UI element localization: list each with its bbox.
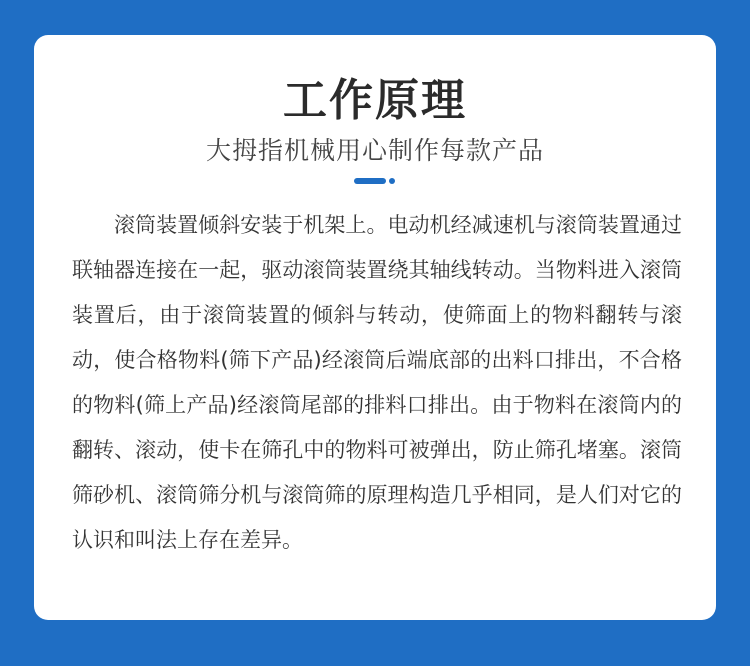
divider-bar bbox=[354, 178, 386, 184]
title-divider bbox=[34, 178, 716, 184]
page-subtitle: 大拇指机械用心制作每款产品 bbox=[205, 136, 544, 165]
divider-dot bbox=[389, 178, 395, 184]
page-title: 工作原理 bbox=[283, 75, 467, 126]
body-paragraph: 滚筒装置倾斜安装于机架上。电动机经减速机与滚筒装置通过联轴器连接在一起，驱动滚筒装置绕其轴线转动。当物料进入滚筒装置后，由于滚筒装置的倾斜与转动，使筛面上的物料翻转与滚动，使合格物料(筛下产品)经滚筒后端底部的出料口排出，不合格的物料(筛上产品)经滚筒尾部的排料口排出。由于物料在滚筒内的翻转、滚动，使卡在筛孔中的物料可被弹出，防止筛孔堵塞。滚筒筛砂机、滚筒筛分机与滚筒筛的原理构造几乎相同，是人们对它的认识和叫法上存在差异。 bbox=[72, 213, 682, 552]
content-card bbox=[34, 35, 716, 620]
